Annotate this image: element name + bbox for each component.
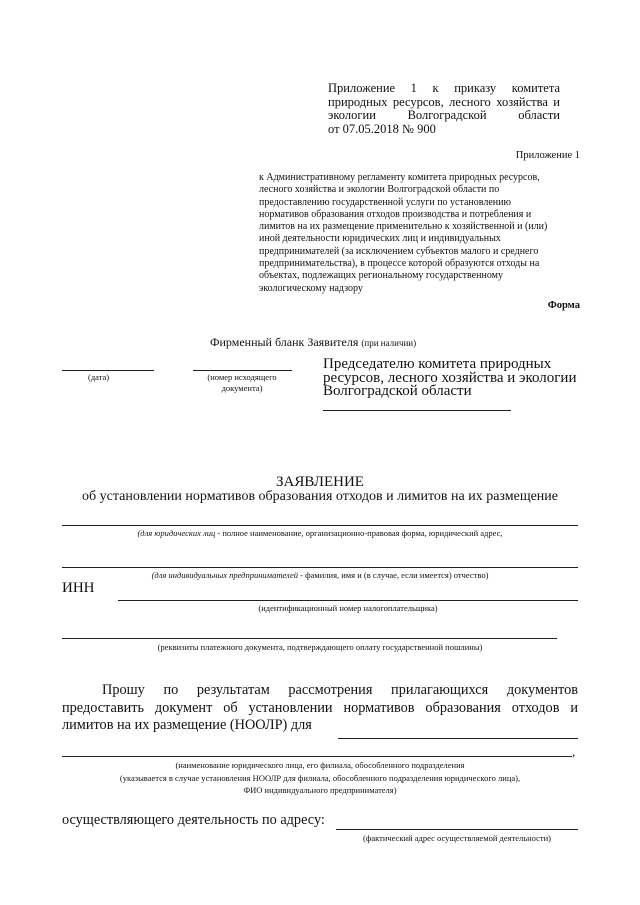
reglament-line: иной деятельности юридических лиц и индивидуальных xyxy=(259,233,501,245)
inn-caption: (идентификационный номер налогоплательщика) xyxy=(258,603,438,613)
letterhead-note: (при наличии) xyxy=(361,338,417,348)
addressee-underline xyxy=(323,410,511,411)
request-comma: , xyxy=(572,744,576,759)
reglament-line: объектах, подлежащих региональному государственному xyxy=(259,270,503,282)
activity-address-caption: (фактический адрес осуществляемой деятельности) xyxy=(362,833,551,843)
attachment-header xyxy=(328,82,560,136)
reglament-line: предоставлению государственной услуги по установлению xyxy=(259,196,511,208)
attachment-line: экологии Волгоградской области xyxy=(328,108,560,122)
reglament-line: лесного хозяйства и экологии Волгоградской области по xyxy=(259,184,500,196)
attachment-line: природных ресурсов, лесного хозяйства и xyxy=(328,94,560,109)
attachment-1-label: Приложение 1 xyxy=(515,150,580,161)
activity-address-field[interactable] xyxy=(336,829,578,830)
addressee: Председателю комитета природных ресурсов, лесного хозяйства и экологии Волгоградской области xyxy=(323,356,577,399)
request-line: лимитов на их размещение (НООЛР) для xyxy=(62,717,312,733)
reglament-line: предпринимателей (за исключением субъектов малого и среднего xyxy=(259,245,539,257)
attachment-line: Приложение 1 к приказу комитета xyxy=(328,81,560,95)
document-subtitle: об установлении нормативов образования отходов и лимитов на их размещение xyxy=(81,489,559,504)
reglament-line: экологическому надзору xyxy=(259,282,363,294)
letterhead-text: Фирменный бланк Заявителя xyxy=(210,335,359,349)
inn-field[interactable] xyxy=(118,600,578,601)
reglament-line: предпринимательства), в процессе которой образуются отходы на xyxy=(259,258,540,270)
request-paragraph xyxy=(62,682,578,735)
inn-label: ИНН xyxy=(62,580,95,596)
legal-entity-field[interactable] xyxy=(62,525,578,526)
document-number-caption: (номер исходящего документа) xyxy=(207,372,277,393)
letterhead-label xyxy=(210,335,416,350)
forma-label: Форма xyxy=(547,300,580,311)
request-entity-field-2[interactable] xyxy=(62,756,572,757)
activity-address-label: осуществляющего деятельность по адресу: xyxy=(62,812,325,828)
date-field[interactable] xyxy=(62,370,154,371)
request-entity-field[interactable] xyxy=(338,738,578,739)
document-number-field[interactable] xyxy=(193,370,292,371)
request-caption: (наименование юридического лица, его филиала, обособленного подразделения (указывается в случае установления НООЛР для филиала, обособленного подразделения юридического лица), ФИО индивидуального предпринимателя) xyxy=(119,760,521,795)
legal-entity-caption: (для юридических лиц - полное наименование, организационно-правовая форма, юридический адрес, xyxy=(137,528,503,538)
document-title: ЗАЯВЛЕНИЕ xyxy=(276,474,364,490)
request-line: Прошу по результатам рассмотрения прилагающихся документов xyxy=(102,682,578,698)
reglament-line: к Административному регламенту комитета природных ресурсов, xyxy=(259,172,540,183)
entrepreneur-field[interactable] xyxy=(62,567,578,568)
payment-caption: (реквизиты платежного документа, подтверждающего оплату государственной пошлины) xyxy=(157,642,483,652)
reglament-line: лимитов на их размещение применительно к хозяйственной и (или) xyxy=(259,221,548,233)
date-caption: (дата) xyxy=(88,372,110,382)
request-line: предоставить документ об установлении нормативов образования отходов и xyxy=(62,699,578,716)
reglament-reference xyxy=(259,172,579,295)
entrepreneur-caption: (для индивидуальных предпринимателей - фамилия, имя и (в случае, если имеется) отчество) xyxy=(151,570,489,580)
attachment-line: от 07.05.2018 № 900 xyxy=(328,121,436,136)
reglament-line: нормативов образования отходов производства и потребления и xyxy=(259,208,532,220)
payment-field[interactable] xyxy=(62,638,557,639)
